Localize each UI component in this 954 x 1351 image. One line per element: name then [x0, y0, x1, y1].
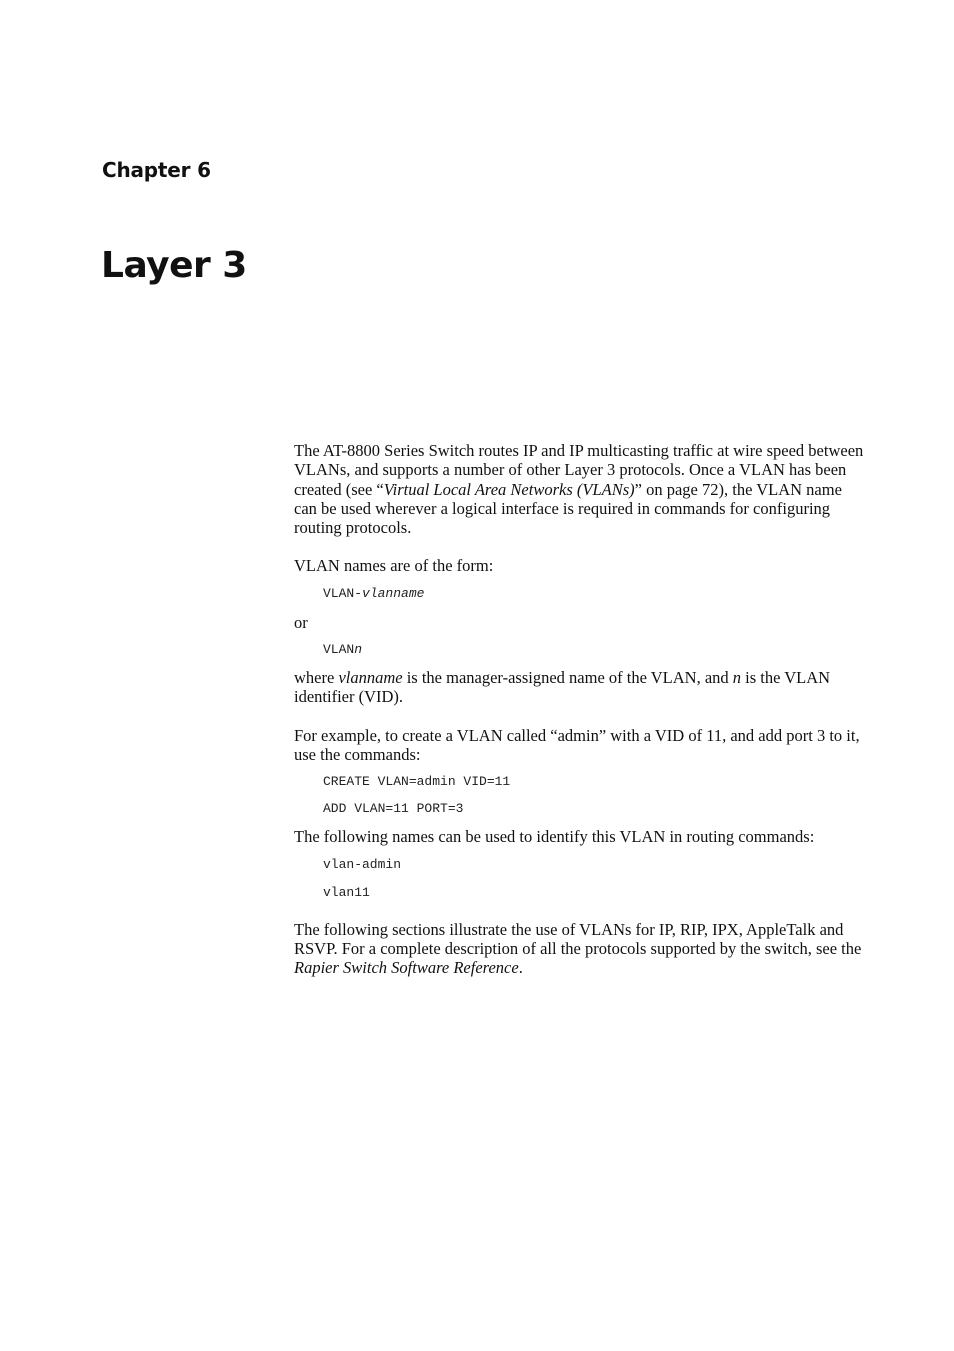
intro-text: The AT-8800 Series Switch routes IP and IP multicasting traffic at wire speed between VLANs, and supports a number of other Layer 3 protocols. Once a VLAN has been created (see “ [294, 441, 864, 499]
name-vlan-admin: vlan-admin [323, 856, 402, 872]
command-add-port: ADD VLAN=11 PORT=3 [323, 801, 464, 817]
where-text: is the manager-assigned name of the VLAN, and [402, 668, 733, 688]
closing-paragraph [294, 920, 864, 978]
where-var-n: n [732, 668, 742, 688]
intro-text-end: ” on page 72), the VLAN name can be used wherever a logical interface is required in commands for configuring routing protocols. [294, 479, 842, 538]
form-intro: VLAN names are of the form: [294, 556, 494, 576]
code-prefix: VLAN- [323, 585, 363, 601]
where-paragraph [294, 668, 864, 707]
code-variable: n [354, 642, 363, 658]
where-text: where [294, 668, 339, 688]
name-vlan11: vlan11 [323, 884, 370, 900]
chapter-label: Chapter 6 [102, 158, 211, 182]
names-intro: The following names can be used to identify this VLAN in routing commands: [294, 827, 815, 847]
where-var-vlanname: vlanname [338, 668, 403, 688]
code-prefix: VLAN [323, 642, 355, 658]
or-text: or [294, 612, 308, 632]
code-variable: vlanname [362, 585, 425, 601]
where-text: is the VLAN identifier (VID). [294, 668, 831, 707]
software-reference-title: Rapier Switch Software Reference [294, 958, 519, 978]
chapter-title: Layer 3 [101, 245, 247, 286]
chapter-body [294, 441, 864, 977]
intro-paragraph [294, 441, 864, 537]
cross-reference-link[interactable]: Virtual Local Area Networks (VLANs) [383, 479, 635, 499]
closing-text: The following sections illustrate the use of VLANs for IP, RIP, IPX, AppleTalk and RSVP. For a complete description of all the protocols supported by the switch, see the [294, 919, 862, 958]
closing-text-end: . [518, 958, 523, 978]
example-intro: For example, to create a VLAN called “admin” with a VID of 11, and add port 3 to it, use the commands: [294, 725, 860, 764]
code-form-vlanname [323, 586, 864, 602]
code-form-vlann [323, 642, 864, 658]
command-create-vlan: CREATE VLAN=admin VID=11 [323, 774, 511, 790]
